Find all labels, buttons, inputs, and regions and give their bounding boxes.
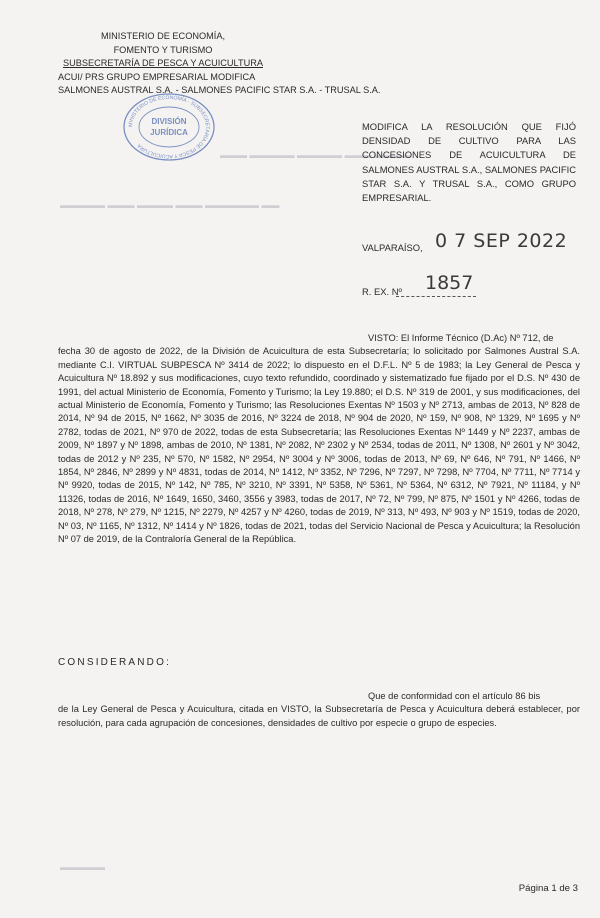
rex-number: 1857	[425, 272, 474, 294]
stamp-line-1: DIVISIÓN	[151, 117, 187, 126]
bleed-through-text: ▬▬▬ ▬▬▬▬▬ ▬▬▬▬▬ ▬▬▬ ▬▬▬▬	[220, 150, 411, 160]
date-stamp: 0 7 SEP 2022	[435, 230, 568, 252]
stamp-line-2: JURÍDICA	[150, 128, 188, 137]
visto-section	[58, 332, 580, 547]
reference-line-1: ACUI/ PRS GRUPO EMPRESARIAL MODIFICA	[58, 71, 256, 82]
reference-line-2: SALMONES AUSTRAL S.A. - SALMONES PACIFIC STAR S.A. - TRUSAL S.A.	[58, 85, 381, 96]
bleed-through-text: ▬▬▬▬▬ ▬▬▬ ▬▬▬▬ ▬▬▬ ▬▬▬▬▬▬ ▬▬	[60, 200, 280, 210]
considerando-section	[58, 690, 580, 730]
considerando-lead: Que de conformidad con el artículo 86 bis	[368, 691, 541, 701]
stamp-ring-text: MINISTERIO DE ECONOMÍA · SUBSECRETARÍA DE PESCA Y ACUICULTURA	[127, 94, 211, 160]
rex-label: R. EX. Nº	[362, 286, 402, 297]
city-label: VALPARAÍSO,	[362, 242, 423, 253]
visto-lead: VISTO: El Informe Técnico (D.Ac) Nº 712, de	[368, 333, 554, 343]
svg-text:MINISTERIO DE ECONOMÍA · SUBSE	[128, 95, 210, 159]
considerando-heading: CONSIDERANDO:	[58, 657, 172, 668]
juridica-stamp	[122, 92, 216, 162]
visto-text: fecha 30 de agosto de 2022, de la División de Acuicultura de esta Subsecretaría; lo solicitado por Salmones Austral S.A. mediante C.I. VIRTUAL SUBPESCA Nº 3414 de 2022; lo dispuesto en el D.F.L. Nº 5 de 1983; la Ley General de Pesca y Acuicultura Nº 18.892 y sus modificaciones, cuyo texto refundido, coordinado y sistematizado fue fijado por el D.S. Nº 430 de 1991, del actual Ministerio de Economía, Fomento y Turismo; la Ley 19.880; el D.S. Nº 319 de 2001, y sus modificaciones, del actual Ministerio de Economía, Fomento y Turismo; las Resoluciones Exentas Nº 1503 y Nº 2713, ambas de 2013, Nº 828 de 2014, Nº 94 de 2015, Nº 1662, Nº 3035 de 2016, Nº 3224 de 2018, Nº 904 de 2020, Nº 159, Nº 908, Nº 1329, Nº 1695 y Nº 2782, todas de 2021, Nº 970 de 2022, todas de esta Subsecretaría; las Resoluciones Exentas Nº 1449 y Nº 2237, ambas de 2009, Nº 1897 y Nº 1898, ambas de 2010, Nº 1381, Nº 2082, Nº 2302 y Nº 2534, todas de 2011, Nº 1308, Nº 2601 y Nº 3042, todas de 2012 y Nº 235, Nº 570, Nº 1582, Nº 2954, Nº 3004 y Nº 3006, todas de 2013, Nº 69, Nº 646, Nº 791, Nº 1466, Nº 1854, Nº 2846, Nº 2899 y Nº 4831, todas de 2014, Nº 1412, Nº 3352, Nº 7296, Nº 7297, Nº 7298, Nº 7704, Nº 7711, Nº 7714 y Nº 9920, todas de 2015, Nº 142, Nº 785, Nº 3210, Nº 3391, Nº 5358, Nº 5361, Nº 5364, Nº 6312, Nº 7921, Nº 11184, y Nº 11326, todas de 2016, Nº 1649, 1650, 3460, 3556 y 3983, todas de 2017, Nº 72, Nº 799, Nº 875, Nº 1501 y Nº 4266, todas de 2018, Nº 278, Nº 279, Nº 1215, Nº 2279, Nº 4257 y Nº 4260, todas de 2019, Nº 313, Nº 493, Nº 903 y Nº 1519, todas de 2020, Nº 03, Nº 1165, Nº 1312, Nº 1414 y Nº 1826, todas de 2021, todas del Servicio Nacional de Pesca y Acuicultura; la Resolución Nº 07 de 2019, de la Contraloría General de la República.	[58, 346, 580, 545]
subsecretaria-name: SUBSECRETARÍA DE PESCA Y ACUICULTURA	[63, 58, 263, 69]
resolution-title: MODIFICA LA RESOLUCIÓN QUE FIJÓ DENSIDAD DE CULTIVO PARA LAS CONCESIONES DE ACUICULTURA DE SALMONES AUSTRAL S.A., SALMONES PACIFIC STAR S.A. Y TRUSAL S.A., COMO GRUPO EMPRESARIAL.	[362, 121, 576, 204]
rex-underline	[396, 296, 476, 297]
ministry-name: MINISTERIO DE ECONOMÍA,	[100, 31, 226, 41]
considerando-text: de la Ley General de Pesca y Acuicultura, citada en VISTO, la Subsecretaría de Pesca y Acuicultura deberá establecer, por resolución, para cada agrupación de concesiones, densidades de cultivo por especie o grupo de especies.	[58, 704, 580, 728]
bleed-through-text: ▬▬▬▬▬	[60, 862, 105, 872]
document-header	[58, 30, 381, 98]
page-number: Página 1 de 3	[518, 883, 578, 894]
ministry-name-2: FOMENTO Y TURISMO	[113, 44, 213, 55]
